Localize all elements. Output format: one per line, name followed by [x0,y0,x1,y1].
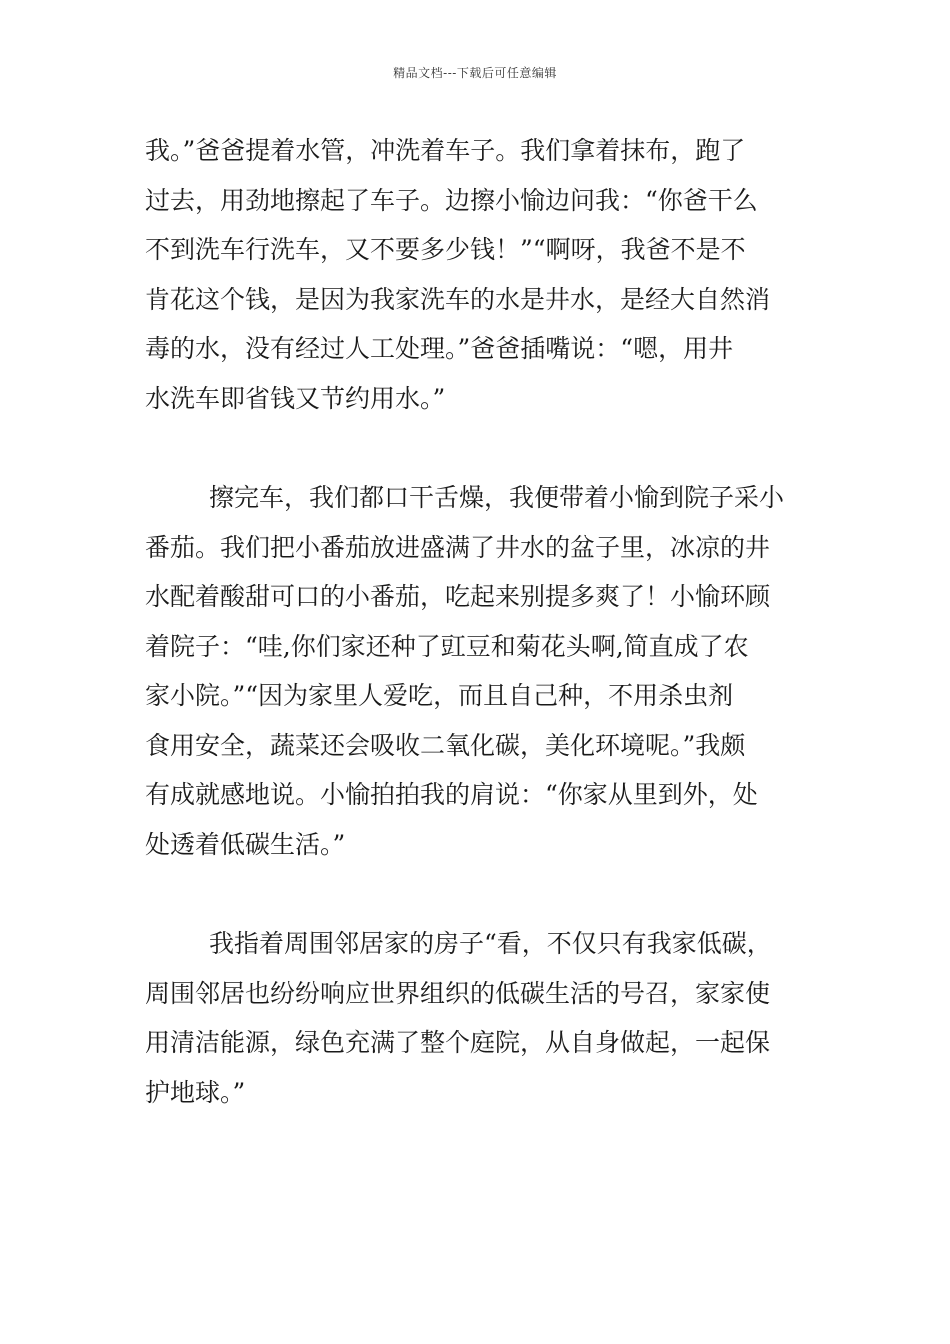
text-line: 肯花这个钱，是因为我家洗车的水是井水，是经大自然消 [145,284,771,314]
text-line: 水配着酸甜可口的小番茄，吃起来别提多爽了！小愉环顾 [145,582,771,611]
text-line: 我。”爸爸提着水管，冲洗着车子。我们拿着抹布，跑了 [145,136,746,165]
paragraph-2 [145,473,810,869]
paragraph-gap [145,869,810,919]
text-line: 过去，用劲地擦起了车子。边擦小愉边问我：“你爸干么 [145,185,758,215]
text-line: 水洗车即省钱又节约用水。” [145,383,446,413]
text-line: 我指着周围邻居家的房子“看，不仅只有我家低碳， [209,929,772,958]
text-line: 着院子：“哇,你们家还种了豇豆和菊花头啊,简直成了农 [145,631,749,661]
paragraph-gap [145,423,810,473]
text-line: 食用安全，蔬菜还会吸收二氧化碳，美化环境呢。”我颇 [145,730,746,760]
text-line: 家小院。”“因为家里人爱吃，而且自己种，不用杀虫剂 [145,681,734,710]
text-line: 用清洁能源，绿色充满了整个庭院，从自身做起，一起保 [145,1028,771,1057]
paragraph-1 [145,126,810,423]
page-header: 精品文档---下载后可任意编辑 [393,66,557,80]
text-line: 周围邻居也纷纷响应世界组织的低碳生活的号召，家家使 [145,978,771,1008]
text-line: 处透着低碳生活。” [145,829,346,859]
text-line: 不到洗车行洗车，又不要多少钱！”“啊呀，我爸不是不 [145,235,746,264]
text-line: 擦完车，我们都口干舌燥，我便带着小愉到院子采小 [209,483,785,512]
text-line: 毒的水，没有经过人工处理。”爸爸插嘴说：“嗯，用井 [145,334,734,363]
text-line: 番茄。我们把小番茄放进盛满了井水的盆子里，冰凉的井 [145,532,771,562]
text-line: 护地球。” [145,1077,246,1107]
document-body [145,126,810,1117]
paragraph-3 [145,919,810,1117]
text-line: 有成就感地说。小愉拍拍我的肩说：“你家从里到外，处 [145,780,758,809]
